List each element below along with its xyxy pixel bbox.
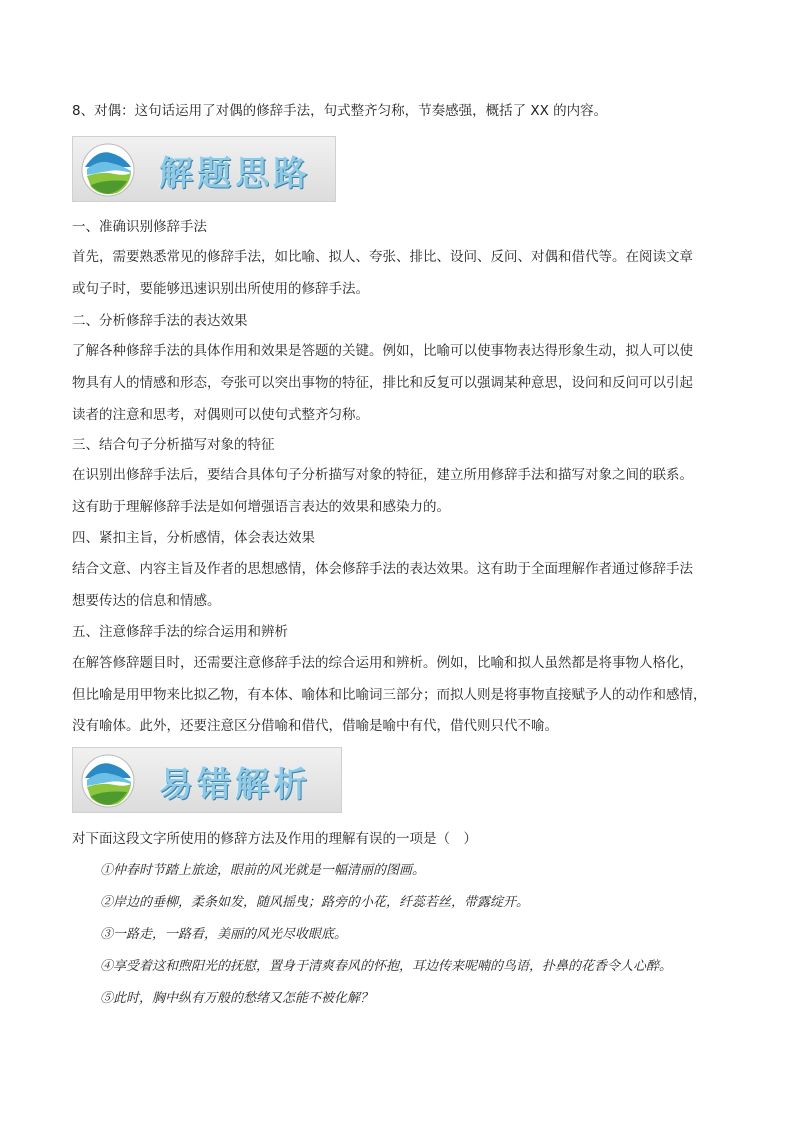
question-sentence: ①仲春时节踏上旅途，眼前的风光就是一幅清丽的图画。 [100, 863, 426, 878]
section-1-heading: 一、准确识别修辞手法 [72, 219, 207, 235]
landscape-logo-icon [81, 754, 135, 808]
question-sentence: ⑤此时，胸中纵有万般的愁绪又怎能不被化解？ [100, 991, 374, 1006]
banner-title: 易错解析 [159, 765, 311, 805]
section-5-heading: 五、注意修辞手法的综合运用和辨析 [72, 624, 288, 640]
section-1-text-line: 或句子时，要能够迅速识别出所使用的修辞手法。 [72, 281, 369, 297]
section-1-text-line: 首先，需要熟悉常见的修辞手法，如比喻、拟人、夸张、排比、设问、反问、对偶和借代等。在阅读文章 [72, 249, 693, 265]
section-2-text-line: 了解各种修辞手法的具体作用和效果是答题的关键。例如，比喻可以使事物表达得形象生动，拟人可以使 [72, 343, 693, 359]
question-sentence: ④享受着这和煦阳光的抚慰，置身于清爽春风的怀抱，耳边传来呢喃的鸟语，扑鼻的花香令人心醉。 [100, 959, 673, 974]
section-4-text-line: 结合文意、内容主旨及作者的思想感情，体会修辞手法的表达效果。这有助于全面理解作者通过修辞手法 [72, 561, 693, 577]
landscape-logo-icon [81, 143, 135, 197]
question-sentence: ③一路走，一路看，美丽的风光尽收眼底。 [100, 927, 348, 942]
section-3-text-line: 在识别出修辞手法后，要结合具体句子分析描写对象的特征，建立所用修辞手法和描写对象之间的联系。 [72, 467, 693, 483]
question-sentence: ②岸边的垂柳，柔条如发，随风摇曳；路旁的小花，纤蕊若丝，带露绽开。 [100, 895, 530, 910]
banner-solution-approach [72, 136, 336, 202]
section-4-text-line: 想要传达的信息和情感。 [72, 593, 221, 609]
banner-title: 解题思路 [159, 154, 311, 194]
section-2-text-line: 读者的注意和思考，对偶则可以使句式整齐匀称。 [72, 407, 369, 423]
section-3-text-line: 这有助于理解修辞手法是如何增强语言表达的效果和感染力的。 [72, 499, 450, 515]
banner-common-mistakes [72, 747, 342, 813]
section-3-heading: 三、结合句子分析描写对象的特征 [72, 437, 275, 453]
section-5-text-line: 没有喻体。此外，还要注意区分借喻和借代，借喻是喻中有代，借代则只代不喻。 [72, 718, 558, 734]
section-5-text-line: 在解答修辞题目时，还需要注意修辞手法的综合运用和辨析。例如，比喻和拟人虽然都是将事物人格化， [72, 655, 693, 671]
question-stem: 对下面这段文字所使用的修辞方法及作用的理解有误的一项是（ ） [72, 831, 477, 847]
section-4-heading: 四、紧扣主旨，分析感情，体会表达效果 [72, 530, 315, 546]
section-2-text-line: 物具有人的情感和形态，夸张可以突出事物的特征，排比和反复可以强调某种意思，设问和反问可以引起 [72, 375, 693, 391]
answer-item-8: 8、对偶：这句话运用了对偶的修辞手法，句式整齐匀称，节奏感强，概括了 XX 的内容。 [72, 103, 608, 119]
section-5-text-line: 但比喻是用甲物来比拟乙物，有本体、喻体和比喻词三部分；而拟人则是将事物直接赋予人的动作和感情， [72, 687, 707, 703]
section-2-heading: 二、分析修辞手法的表达效果 [72, 313, 248, 329]
